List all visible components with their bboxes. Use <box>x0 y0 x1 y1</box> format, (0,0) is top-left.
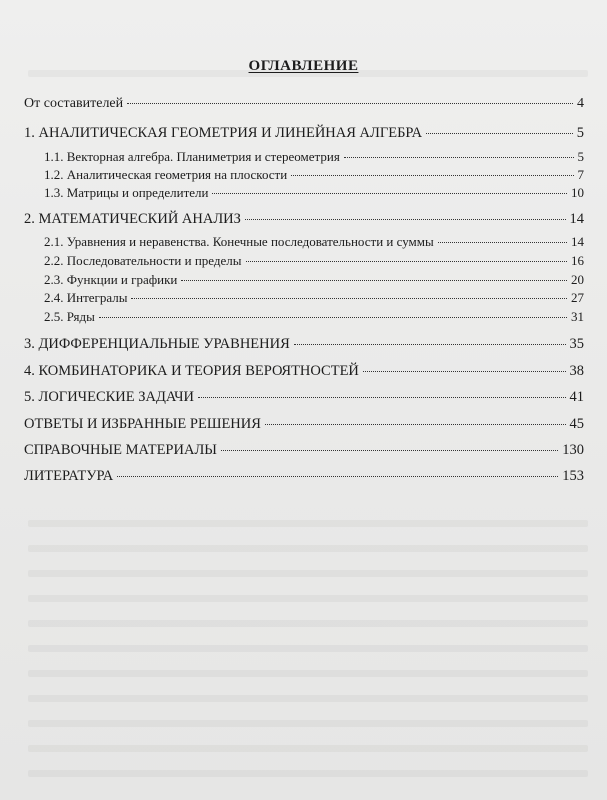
toc-entry <box>44 309 584 325</box>
toc-entry-page: 10 <box>571 185 584 200</box>
show-through-line <box>28 645 588 652</box>
toc-entry-label: 1.2. Аналитическая геометрия на плоскости <box>44 167 288 182</box>
toc-entry <box>44 272 584 288</box>
toc-entry-label: ОТВЕТЫ И ИЗБРАННЫЕ РЕШЕНИЯ <box>24 416 261 432</box>
show-through-line <box>28 520 588 527</box>
toc-entry <box>24 416 584 433</box>
toc-entry <box>44 185 584 201</box>
show-through-line <box>28 745 588 752</box>
show-through-line <box>28 720 588 727</box>
toc-entry <box>24 336 584 353</box>
show-through-line <box>28 695 588 702</box>
toc-entry-label: 2.5. Ряды <box>44 309 95 324</box>
toc-entry-label: СПРАВОЧНЫЕ МАТЕРИАЛЫ <box>24 442 217 458</box>
toc-leader-dots <box>221 450 558 451</box>
toc-entry-page: 20 <box>571 272 584 287</box>
show-through-line <box>28 620 588 627</box>
toc-entry-page: 4 <box>577 96 584 111</box>
toc-entry-page: 5 <box>576 125 584 141</box>
toc-entry-label: 3. ДИФФЕРЕНЦИАЛЬНЫЕ УРАВНЕНИЯ <box>24 336 290 352</box>
toc-leader-dots <box>198 397 565 398</box>
toc-leader-dots <box>127 103 573 104</box>
toc-title: ОГЛАВЛЕНИЕ <box>248 58 359 74</box>
toc-leader-dots <box>99 317 567 318</box>
toc-entry <box>24 96 584 112</box>
show-through-line <box>28 770 588 777</box>
toc-entry-page: 153 <box>562 468 584 484</box>
toc-leader-dots <box>438 242 567 243</box>
toc-entry <box>44 234 584 250</box>
toc-entry-page: 14 <box>571 234 584 249</box>
toc-entry-label: 2.1. Уравнения и неравенства. Конечные последовательности и суммы <box>44 234 434 249</box>
toc-entry-label: 2.3. Функции и графики <box>44 272 178 287</box>
toc-leader-dots <box>117 476 558 477</box>
toc-entry-label: 5. ЛОГИЧЕСКИЕ ЗАДАЧИ <box>24 389 195 405</box>
toc-leader-dots <box>294 344 566 345</box>
toc-leader-dots <box>245 219 566 220</box>
toc-entry <box>44 149 584 165</box>
show-through-line <box>28 545 588 552</box>
toc-entry-page: 45 <box>569 416 584 432</box>
show-through-line <box>28 670 588 677</box>
toc-entry-label: 4. КОМБИНАТОРИКА И ТЕОРИЯ ВЕРОЯТНОСТЕЙ <box>24 363 359 379</box>
toc-leader-dots <box>291 175 573 176</box>
toc-entry <box>24 389 584 406</box>
toc-entry <box>24 468 584 485</box>
toc-entry-page: 7 <box>577 167 584 182</box>
toc-leader-dots <box>426 133 573 134</box>
toc-entry-label: 1.1. Векторная алгебра. Планиметрия и стереометрия <box>44 149 340 164</box>
toc-entry-label: ЛИТЕРАТУРА <box>24 468 114 484</box>
toc-entry-page: 27 <box>571 290 584 305</box>
toc-leader-dots <box>344 157 574 158</box>
toc-entry-label: 2.2. Последовательности и пределы <box>44 253 242 268</box>
toc-entry-page: 38 <box>569 363 584 379</box>
toc-entry-page: 35 <box>569 336 584 352</box>
show-through-line <box>28 570 588 577</box>
toc-entry-page: 14 <box>569 211 584 227</box>
toc-entry-label: 1.3. Матрицы и определители <box>44 185 209 200</box>
toc-entry <box>24 211 584 228</box>
toc-entry-page: 5 <box>577 149 584 164</box>
toc-entry-label: 2. МАТЕМАТИЧЕСКИЙ АНАЛИЗ <box>24 211 241 227</box>
toc-entry <box>24 442 584 459</box>
toc-leader-dots <box>363 371 566 372</box>
toc-entry-label: 1. АНАЛИТИЧЕСКАЯ ГЕОМЕТРИЯ И ЛИНЕЙНАЯ АЛГЕБРА <box>24 125 423 141</box>
toc-entry-page: 41 <box>569 389 584 405</box>
toc-entry-page: 16 <box>571 253 584 268</box>
toc-entry-label: От составителей <box>24 96 124 111</box>
show-through-line <box>28 595 588 602</box>
toc-entry <box>44 253 584 269</box>
toc-entry-label: 2.4. Интегралы <box>44 290 128 305</box>
toc-entry-page: 31 <box>571 309 584 324</box>
toc-leader-dots <box>131 298 567 299</box>
toc-entry <box>24 125 584 142</box>
toc-entry <box>24 363 584 380</box>
toc-entry-page: 130 <box>562 442 584 458</box>
toc-entry <box>44 290 584 306</box>
toc-entry <box>44 167 584 183</box>
toc-leader-dots <box>265 424 566 425</box>
toc-leader-dots <box>181 280 567 281</box>
toc-leader-dots <box>246 261 567 262</box>
toc-leader-dots <box>212 193 567 194</box>
